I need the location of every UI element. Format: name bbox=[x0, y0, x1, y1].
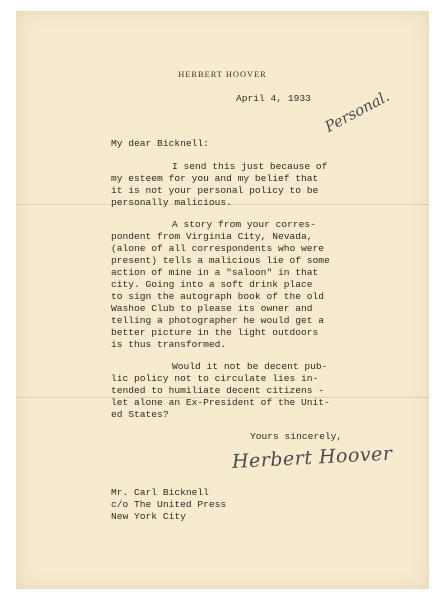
letter-line: pondent from Virginia City, Nevada, bbox=[111, 231, 313, 242]
letter-line: lic policy not to circulate lies in- bbox=[111, 373, 319, 384]
letter-line: let alone an Ex-President of the Unit- bbox=[111, 397, 330, 408]
letter-line: Washoe Club to please its owner and bbox=[111, 303, 313, 314]
addressee-line: c/o The United Press bbox=[111, 499, 227, 510]
letter-line: (alone of all correspondents who were bbox=[111, 243, 325, 254]
signature: Herbert Hoover bbox=[231, 442, 393, 473]
letter-line: city. Going into a soft drink place bbox=[111, 279, 313, 290]
letterhead: HERBERT HOOVER bbox=[178, 70, 267, 79]
letter-line: I send this just because of bbox=[172, 161, 328, 172]
letter-line: A story from your corres- bbox=[172, 219, 316, 230]
letter-date: April 4, 1933 bbox=[236, 93, 311, 104]
addressee-line: New York City bbox=[111, 511, 186, 522]
letter-line: action of mine in a "saloon" in that bbox=[111, 267, 319, 278]
letter-line: ed States? bbox=[111, 409, 169, 420]
letter-line: it is not your personal policy to be bbox=[111, 185, 319, 196]
letter-line: my esteem for you and my belief that bbox=[111, 173, 319, 184]
letter-line: to sign the autograph book of the old bbox=[111, 291, 325, 302]
letter-line: personally malicious. bbox=[111, 197, 232, 208]
addressee-line: Mr. Carl Bicknell bbox=[111, 487, 209, 498]
letter-line: tended to humiliate decent citizens - bbox=[111, 385, 325, 396]
personal-annotation: Personal. bbox=[321, 87, 393, 136]
letter-sheet bbox=[16, 11, 429, 589]
salutation: My dear Bicknell: bbox=[111, 138, 209, 149]
letter-line: is thus transformed. bbox=[111, 339, 227, 350]
letter-line: telling a photographer he would get a bbox=[111, 315, 325, 326]
letter-line: better picture in the light outdoors bbox=[111, 327, 319, 338]
closing: Yours sincerely, bbox=[250, 431, 343, 442]
letter-line: present) tells a malicious lie of some bbox=[111, 255, 330, 266]
letter-line: Would it not be decent pub- bbox=[172, 361, 328, 372]
